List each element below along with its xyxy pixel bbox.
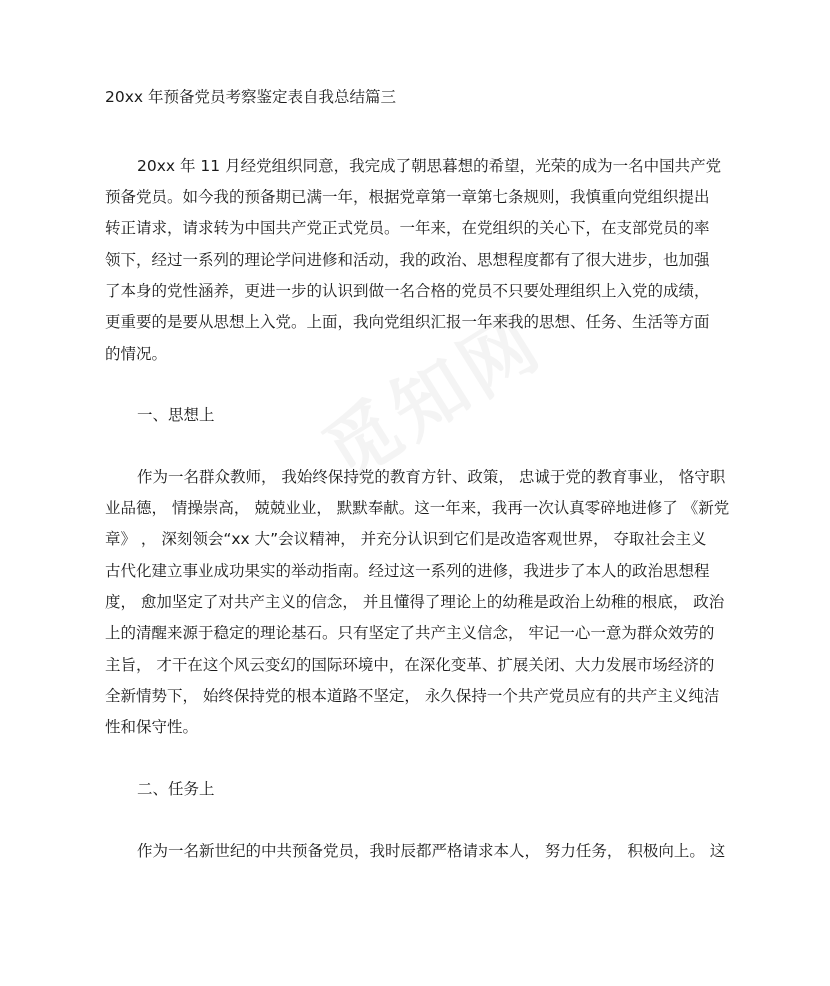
section1-line-5: 度， 愈加坚定了对共产主义的信念， 并且懂得了理论上的幼稚是政治上幼稚的根底， 政治: [105, 593, 725, 611]
section2-line-1: 作为一名新世纪的中共预备党员，我时辰都严格请求本人， 努力任务， 积极向上。 这: [137, 842, 726, 860]
section1-line-8: 全新情势下， 始终保持党的根本道路不坚定， 永久保持一个共产党员应有的共产主义纯洁: [105, 687, 720, 705]
section1-line-4: 古代化建立事业成功果实的举动指南。经过这一系列的进修，我进步了本人的政治思想程: [105, 562, 710, 580]
section1-line-2: 业品德， 情操崇高， 兢兢业业， 默默奉献。这一年来，我再一次认真零碎地进修了 《新党: [105, 499, 730, 517]
document-title: 20xx 年预备党员考察鉴定表自我总结篇三: [105, 88, 396, 106]
intro-line-3: 转正请求，请求转为中国共产党正式党员。一年来，在党组织的关心下，在支部党员的率: [105, 219, 710, 237]
section1-line-9: 性和保守性。: [105, 718, 199, 736]
section1-line-1: 作为一名群众教师， 我始终保持党的教育方针、政策， 忠诚于党的教育事业， 恪守职: [137, 468, 726, 486]
intro-line-2: 预备党员。如今我的预备期已满一年，根据党章第一章第七条规则，我慎重向党组织提出: [105, 188, 710, 206]
intro-line-6: 更重要的是要从思想上入党。上面，我向党组织汇报一年来我的思想、任务、生活等方面: [105, 313, 710, 331]
section-heading-work: 二、任务上: [137, 780, 215, 798]
intro-line-7: 的情况。: [105, 345, 168, 363]
section1-line-3: 章》 ， 深刻领会“xx 大”会议精神， 并充分认识到它们是改造客观世界， 夺取社会主义: [105, 530, 707, 548]
intro-line-1: 20xx 年 11 月经党组织同意，我完成了朝思暮想的希望，光荣的成为一名中国共产党: [137, 157, 722, 175]
section1-line-7: 主旨， 才干在这个风云变幻的国际环境中，在深化变革、扩展关闭、大力发展市场经济的: [105, 656, 715, 674]
intro-line-5: 了本身的党性涵养，更进一步的认识到做一名合格的党员不只要处理组织上入党的成绩，: [105, 282, 710, 300]
section1-line-6: 上的清醒来源于稳定的理论基石。只有坚定了共产主义信念， 牢记一心一意为群众效劳的: [105, 624, 715, 642]
intro-line-4: 领下，经过一系列的理论学问进修和活动，我的政治、思想程度都有了很大进步，也加强: [105, 251, 710, 269]
section-heading-thought: 一、思想上: [137, 406, 215, 424]
